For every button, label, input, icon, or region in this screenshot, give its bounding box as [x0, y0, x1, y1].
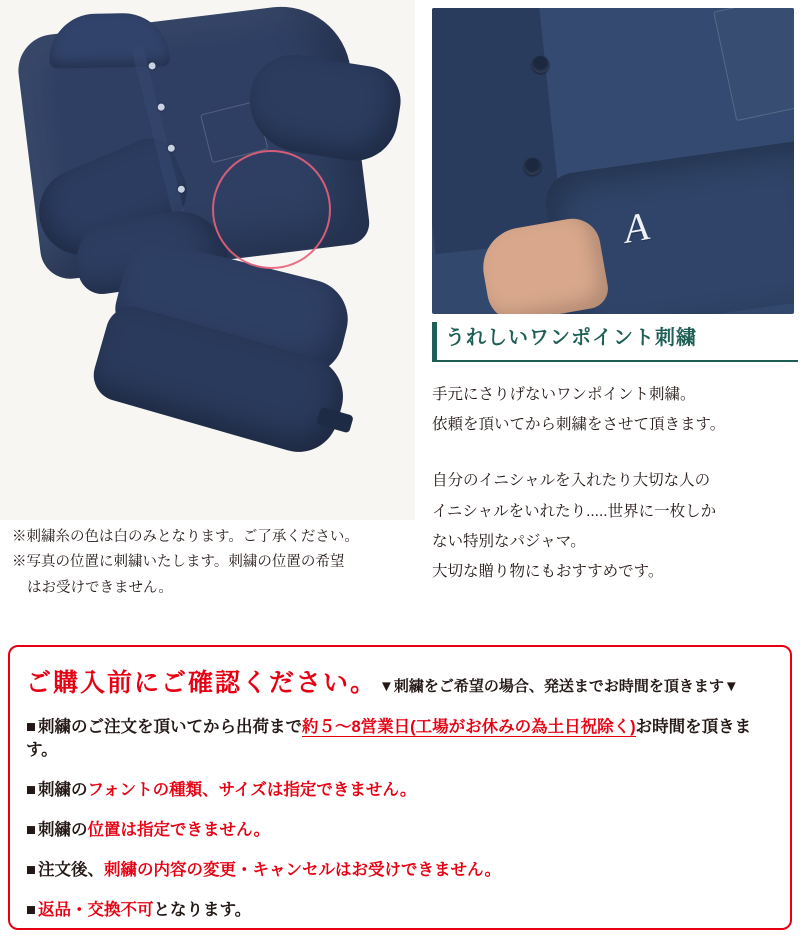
- description-line: 大切な贈り物にもおすすめです。: [432, 563, 664, 581]
- confirm-item: [26, 819, 774, 842]
- confirm-item-post: となります。: [153, 901, 252, 920]
- shirt-button: [157, 103, 165, 111]
- shirt-button: [167, 144, 175, 152]
- confirm-item-pre: 刺繍の: [37, 781, 88, 800]
- description-line: ない特別なパジャマ。: [432, 532, 586, 550]
- confirm-item-highlight: 約５〜8営業日(工場がお休みの為土日祝除く): [301, 718, 636, 736]
- bullet-square-icon: ■: [26, 861, 36, 880]
- description-line: 自分のイニシャルを入れたり大切な人の: [432, 472, 711, 490]
- confirm-item-pre: 注文後、: [37, 861, 104, 880]
- description-line: 手元にさりげないワンポイント刺繍。: [432, 386, 696, 403]
- product-photo-main: [0, 0, 415, 520]
- description-line: イニシャルをいれたり.....世界に一枚しか: [432, 502, 717, 520]
- note-line-3: はお受けできません。: [27, 579, 173, 596]
- confirm-item: [26, 859, 774, 882]
- shirt-button-closeup: [524, 158, 541, 175]
- confirm-item-highlight: フォントの種類、サイズは指定できません。: [87, 781, 417, 800]
- brand-tag: [259, 110, 272, 120]
- confirm-item: [26, 716, 774, 762]
- embroidery-description-1: [432, 380, 798, 440]
- confirm-item: [26, 899, 774, 922]
- embroidery-initial: A: [620, 203, 653, 252]
- confirm-item-pre: 刺繍の: [37, 821, 88, 840]
- embroidery-description-2: [432, 466, 798, 587]
- confirm-item: [26, 779, 774, 802]
- confirm-item-post: お時間を頂きます。: [26, 718, 752, 760]
- bullet-square-icon: ■: [26, 718, 36, 736]
- shirt-pocket-closeup: [713, 8, 794, 121]
- confirm-item-highlight: 返品・交換不可: [37, 901, 154, 920]
- bullet-square-icon: ■: [26, 821, 36, 840]
- photo-notes: [12, 525, 422, 601]
- confirm-item-highlight: 刺繍の内容の変更・キャンセルはお受けできません。: [103, 861, 501, 880]
- confirm-title-row: [26, 663, 774, 699]
- shirt-button-closeup: [532, 56, 549, 73]
- bullet-square-icon: ■: [26, 901, 36, 920]
- shirt-button: [148, 62, 156, 70]
- section-headline: うれしいワンポイント刺繍: [432, 322, 798, 362]
- note-line-1: ※刺繍糸の色は白のみとなります。ご了承ください。: [12, 529, 359, 545]
- confirm-item-highlight: 位置は指定できません。: [87, 821, 270, 840]
- product-photo-detail: [432, 8, 794, 314]
- confirm-subtitle: ▼刺繍をご希望の場合、発送までお時間を頂きます▼: [379, 678, 739, 695]
- embroidery-info-column: [432, 322, 798, 587]
- description-line: 依頼を頂いてから刺繍をさせて頂きます。: [432, 416, 726, 434]
- confirm-item-pre: 刺繍のご注文を頂いてから出荷まで: [37, 718, 302, 736]
- bullet-square-icon: ■: [26, 781, 36, 800]
- confirm-title: ご購入前にご確認ください。: [26, 669, 378, 697]
- embroidery-location-circle: [212, 150, 331, 269]
- note-line-2: ※写真の位置に刺繍いたします。刺繍の位置の希望: [12, 554, 345, 571]
- purchase-confirmation-box: [8, 645, 792, 930]
- pajama-pants-illustration: [60, 215, 360, 490]
